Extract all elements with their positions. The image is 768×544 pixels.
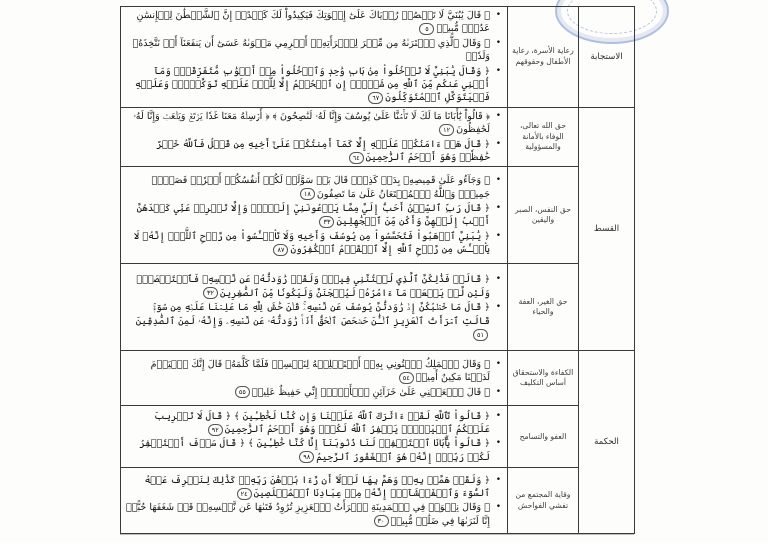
verse-number: ٣٣	[319, 216, 334, 228]
verses-cell	[121, 7, 508, 108]
table-row	[121, 406, 635, 468]
verse-item	[125, 410, 501, 437]
verse-text: ﴿ قَالَ رَبِّ ٱلسِّجۡنُ أَحَبُّ إِلَيَّ مِمَّا يَدۡعُونَنِيٓ إِلَيۡهِۖ وَإِلَّا تَصۡرِفۡ عَنِّي كَيۡدَهُنَّ أَصۡبُ إِلَيۡهِنَّ وَأَكُن مِّنَ ٱلۡجَٰهِلِينَ	[136, 203, 490, 228]
verse-number: ٥٤	[399, 372, 414, 384]
main-value-cell: الحكمة	[579, 351, 635, 534]
verse-item	[125, 138, 501, 165]
verse-item	[125, 273, 501, 300]
verse-number: ٣٢	[203, 287, 218, 299]
sub-value-cell: حق النفس، الصبر واليقين	[508, 167, 579, 264]
verse-item	[125, 358, 501, 385]
main-value-cell: الاستجابة	[579, 7, 635, 108]
verses-cell	[121, 406, 508, 468]
verse-number: ٦٤	[349, 152, 364, 164]
sub-value-cell: العفو والتسامح	[508, 406, 579, 468]
verses-cell	[121, 351, 508, 406]
table-row	[121, 167, 635, 264]
verse-item	[125, 110, 501, 137]
verse-item	[125, 65, 501, 105]
verse-text: ﴿ قَالَتۡ فَذَٰلِكُنَّ ٱلَّذِي لُمۡتُنَّنِي فِيهِۖ وَلَقَدۡ رَٰوَدتُّهُۥ عَن نَّفۡسِهِۦ فَٱسۡتَعۡصَمَۖ وَلَئِن لَّمۡ يَفۡعَلۡ مَآ ءَامُرُهُۥ لَيُسۡجَنَنَّ وَلَيَكُونٗا مِّنَ ٱلصَّٰغِرِينَ	[136, 274, 490, 299]
verse-text: ﴿ قَالُواْ يَٰٓأَبَانَا مَا لَكَ لَا تَأۡمَ۬نَّا عَلَىٰ يُوسُفَ وَإِنَّا لَهُۥ لَنَٰصِحُونَ ﴾ ﴿ أَرۡسِلۡهُ مَعَنَا غَدٗا يَرۡتَعۡ وَيَلۡعَبۡ وَإِنَّا لَهُۥ لَحَٰفِظُونَ	[133, 110, 490, 136]
verse-item	[125, 474, 501, 501]
sub-value-cell: حق الغير، العفة والحياء	[508, 264, 579, 351]
verse-number: ١٢	[439, 124, 454, 136]
table-row	[121, 107, 635, 167]
verse-number: ١٨	[300, 188, 315, 200]
verse-text: ﴿ قَالَ ٱجۡعَلۡنِي عَلَىٰ خَزَآئِنِ ٱلۡأَرۡضِۖ إِنِّي حَفِيظٌ عَلِيمٞ	[251, 386, 490, 398]
verse-number: ٨٧	[273, 244, 288, 256]
verse-text: ﴿ قَالُواْ تَٱللَّهِ لَقَدۡ ءَاثَرَكَ ٱللَّهُ عَلَيۡنَا وَإِن كُنَّا لَخَٰطِـِٔينَ ﴾ ﴿ قَالَ لَا تَثۡرِيبَ عَلَيۡكُمُ ٱلۡيَوۡمَۖ يَغۡفِرُ ٱللَّهُ لَكُمۡۖ وَهُوَ أَرۡحَمُ ٱلرَّٰحِمِينَ	[154, 410, 490, 436]
verse-item	[125, 301, 501, 341]
verse-text: ﴿ وَجَآءُو عَلَىٰ قَمِيصِهِۦ بِدَمٖ كَذِبٖۚ قَالَ بَلۡ سَوَّلَتۡ لَكُمۡ أَنفُسُكُمۡ أَمۡرٗاۖ فَصَبۡرٞ جَمِيلٞۖ وَٱللَّهُ ٱلۡمُسۡتَعَانُ عَلَىٰ مَا تَصِفُونَ	[151, 175, 490, 200]
verse-number: ٢٤	[237, 488, 252, 500]
verse-text: ﴿ قَالَ مَا خَطۡبُكُنَّ إِذۡ رَٰوَدتُّنَّ يُوسُفَ عَن نَّفۡسِهِۦۚ قُلۡنَ حَٰشَ لِلَّهِ مَا عَلِمۡنَا عَلَيۡهِ مِن سُوٓءٖۚ قَالَتِ ٱمۡرَأَتُ ٱلۡعَزِيزِ ٱلۡـَٰٔنَ حَصۡحَصَ ٱلۡحَقُّ أَنَا۠ رَٰوَدتُّهُۥ عَن نَّفۡسِهِۦ وَإِنَّهُۥ لَمِنَ ٱلصَّٰدِقِينَ	[135, 302, 490, 327]
verse-number: ٩٨	[299, 451, 314, 463]
verse-text: ﴿ قَالُواْ يَٰٓأَبَانَا ٱسۡتَغۡفِرۡ لَنَا ذُنُوبَنَآ إِنَّا كُنَّا خَٰطِـِٔينَ ﴾ ﴿ قَالَ سَوۡفَ أَسۡتَغۡفِرُ لَكُمۡ رَبِّيٓۖ إِنَّهُۥ هُوَ ٱلۡغَفُورُ ٱلرَّحِيمُ	[139, 438, 490, 463]
sub-value-cell: وقاية المجتمع من تفشي الفواحش	[508, 468, 579, 534]
verse-number: ٥	[419, 23, 434, 35]
verse-number: ٦٧	[368, 92, 383, 104]
verses-cell	[121, 264, 508, 351]
verse-text: ﴿ وَلَقَدۡ هَمَّتۡ بِهِۦۖ وَهَمَّ بِهَا لَوۡلَآ أَن رَّءَا بُرۡهَٰنَ رَبِّهِۦۚ كَذَٰلِكَ لِنَصۡرِفَ عَنۡهُ ٱلسُّوٓءَ وَٱلۡفَحۡشَآءَۚ إِنَّهُۥ مِنۡ عِبَادِنَا ٱلۡمُخۡلَصِينَ	[144, 474, 490, 500]
verse-text: ﴿ قَالَ هَلۡ ءَامَنُكُمۡ عَلَيۡهِ إِلَّا كَمَآ أَمِنتُكُمۡ عَلَىٰٓ أَخِيهِ مِن قَبۡلُ فَٱللَّهُ خَيۡرٌ حَٰفِظٗاۖ وَهُوَ أَرۡحَمُ ٱلرَّٰحِمِينَ	[156, 138, 490, 164]
sub-value-cell: الكفاءة والاستحقاق أساس التكليف	[508, 351, 579, 406]
verses-cell	[121, 468, 508, 534]
verse-item	[125, 386, 501, 399]
table-row	[121, 7, 635, 108]
main-value-cell: القسط	[579, 107, 635, 351]
verse-text: ﴿ وَقَالَ ٱلَّذِي ٱشۡتَرَىٰهُ مِن مِّصۡرَ لِٱمۡرَأَتِهِۦٓ أَكۡرِمِي مَثۡوَىٰهُ عَسَىٰٓ أَن يَنفَعَنَآ أَوۡ نَتَّخِذَهُۥ وَلَدٗاۚ	[132, 37, 490, 63]
values-table	[120, 6, 635, 534]
verse-item	[125, 437, 501, 464]
verse-item	[125, 230, 501, 257]
verse-text: ﴿ وَقَالَ ٱلۡمَلِكُ ٱئۡتُونِي بِهِۦٓ أَسۡتَخۡلِصۡهُ لِنَفۡسِيۖ فَلَمَّا كَلَّمَهُۥ قَالَ إِنَّكَ ٱلۡيَوۡمَ لَدَيۡنَا مَكِينٌ أَمِينٞ	[150, 358, 490, 384]
verse-text: ﴿ قَالَ يَٰبُنَيَّ لَا تَقۡصُصۡ رُءۡيَاكَ عَلَىٰٓ إِخۡوَتِكَ فَيَكِيدُواْ لَكَ كَيۡدًاۖ إِنَّ ٱلشَّيۡطَٰنَ لِلۡإِنسَٰنِ عَدُوّٞ مُّبِينٞ	[136, 10, 490, 35]
verse-item	[125, 174, 501, 201]
table-row	[121, 351, 635, 406]
verse-item	[125, 9, 501, 36]
verses-cell	[121, 107, 508, 167]
verse-number: ٣٠	[374, 515, 389, 527]
verse-item	[125, 37, 501, 64]
verse-item	[125, 202, 501, 229]
table-row	[121, 264, 635, 351]
verse-number: ٥٥	[235, 386, 250, 398]
verse-text: ﴿ وَقَالَ نِسۡوَةٞ فِي ٱلۡمَدِينَةِ ٱمۡرَأَتُ ٱلۡعَزِيزِ تُرَٰوِدُ فَتَىٰهَا عَن نَّفۡسِهِۦۖ قَدۡ شَغَفَهَا حُبًّاۖ إِنَّا لَنَرَىٰهَا فِي ضَلَٰلٖ مُّبِينٖ	[125, 502, 490, 527]
verse-text: ﴿ يَٰبَنِيَّ ٱذۡهَبُواْ فَتَحَسَّسُواْ مِن يُوسُفَ وَأَخِيهِ وَلَا تَاْيۡـَٔسُواْ مِن رَّوۡحِ ٱللَّهِۖ إِنَّهُۥ لَا يَاْيۡـَٔسُ مِن رَّوۡحِ ٱللَّهِ إِلَّا ٱلۡقَوۡمُ ٱلۡكَٰفِرُونَ	[133, 230, 490, 256]
verses-cell	[121, 167, 508, 264]
verse-number: ٩٢	[208, 424, 223, 436]
sub-value-cell: رعاية الأسرة، رعاية الأطفال وحقوقهم	[508, 7, 579, 108]
verse-number: ٥١	[473, 329, 488, 341]
sub-value-cell: حق الله تعالى، الوفاء بالأمانة والمسؤولية	[508, 107, 579, 167]
table-row	[121, 468, 635, 534]
verse-item	[125, 501, 501, 528]
verse-text: ﴿ وَقَالَ يَٰبَنِيَّ لَا تَدۡخُلُواْ مِنۢ بَابٖ وَٰحِدٖ وَٱدۡخُلُواْ مِنۡ أَبۡوَٰبٖ مُّتَفَرِّقَةٖۖ وَمَآ أُغۡنِي عَنكُم مِّنَ ٱللَّهِ مِن شَيۡءٍۖ إِنِ ٱلۡحُكۡمُ إِلَّا لِلَّهِۖ عَلَيۡهِ تَوَكَّلۡتُۖ وَعَلَيۡهِ فَلۡيَتَوَكَّلِ ٱلۡمُتَوَكِّلُونَ	[135, 65, 490, 104]
